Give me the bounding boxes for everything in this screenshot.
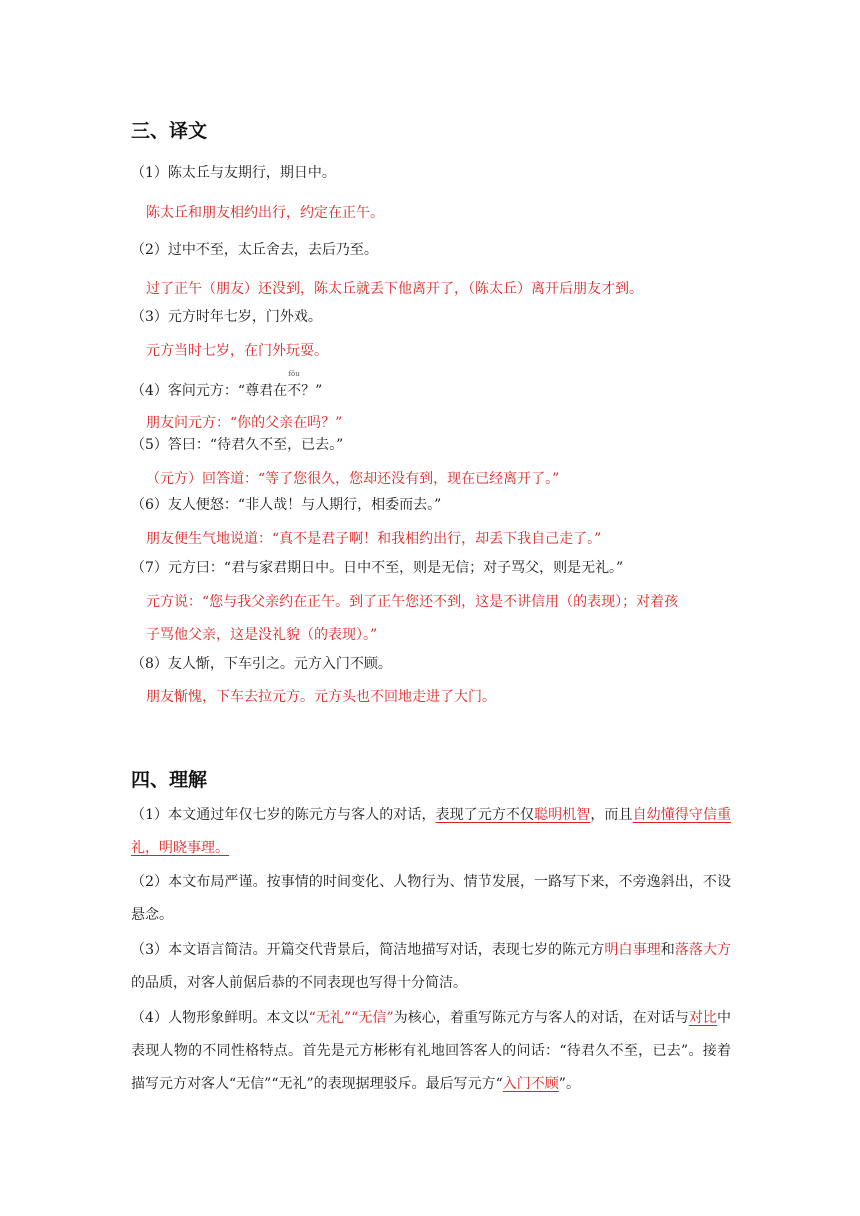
p4-highlight-f: 入门不顾	[502, 1076, 559, 1092]
section-3-title: 三、译文	[131, 120, 208, 142]
translation-line-5: （元方）回答道：“等了您很久，您却还没有到，现在已经离开了。”	[146, 471, 560, 487]
translation-line-2: 过了正午（朋友）还没到，陈太丘就丢下他离开了，（陈太丘）离开后朋友才到。	[146, 281, 643, 297]
translation-line-4: 朋友问元方：“你的父亲在吗？”	[146, 415, 343, 431]
source-line-3: （3）元方时年七岁，门外戏。	[131, 309, 322, 325]
p3-text-a: （3）本文语言简洁。开篇交代背景后，简洁地描写对话，表现七岁的陈元方	[131, 942, 605, 958]
source-line-6: （6）友人便怒：“非人哉！与人期行，相委而去。”	[131, 497, 442, 513]
understanding-paragraph-3	[131, 934, 731, 1000]
source-line-1: （1）陈太丘与友期行，期日中。	[131, 165, 336, 181]
p3-text-e: 的品质，对客人前倨后恭的不同表现也写得十分简洁。	[131, 975, 467, 991]
p4-text-e: 中表现人物的不同性格特点。首先是元方彬彬有礼地回答客人的问话：“待君久不至，已去”。接着描写元方对客人“无信”“无礼”的表现据理驳斥。最后写元方“	[131, 1010, 731, 1092]
translation-line-3: 元方当时七岁，在门外玩耍。	[146, 343, 328, 359]
p3-text-c: 和	[660, 942, 675, 958]
p1-highlight-e: 自幼懂得守信重礼，明晓事理。	[131, 807, 732, 856]
understanding-paragraph-2: （2）本文布局严谨。按事情的时间变化、人物行为、情节发展，一路写下来，不旁逸斜出，不设悬念。	[131, 874, 731, 923]
p4-text-a: （4）人物形象鲜明。本文以	[131, 1010, 309, 1026]
translation-line-6: 朋友便生气地说道：“真不是君子啊！和我相约出行，却丢下我自己走了。”	[146, 531, 602, 547]
section-4-title: 四、理解	[131, 769, 208, 791]
p3-highlight-d: 落落大方	[674, 942, 732, 958]
source-line-8: （8）友人惭，下车引之。元方入门不顾。	[131, 656, 392, 672]
source-line-5: （5）答曰：“待君久不至，已去。”	[131, 437, 344, 453]
source-line-7: （7）元方曰：“君与家君期日中。日中不至，则是无信；对子骂父，则是无礼。”	[131, 560, 624, 576]
p1-text-a: （1）本文通过年仅七岁的陈元方与客人的对话，	[131, 807, 436, 823]
p1-highlight-c: 聪明机智	[534, 807, 591, 823]
ruby-pinyin: fǒu	[288, 370, 300, 378]
understanding-paragraph-4	[131, 1002, 731, 1101]
p4-text-c: 为核心，着重写陈元方与客人的对话，在对话与	[393, 1010, 689, 1026]
understanding-paragraph-1	[131, 799, 731, 865]
source-line-2: （2）过中不至，太丘舍去，去后乃至。	[131, 242, 378, 258]
translation-line-1: 陈太丘和朋友相约出行，约定在正午。	[146, 205, 384, 221]
p1-underlined-b: 表现了元方不仅	[435, 807, 535, 823]
translation-line-8: 朋友惭愧，下车去拉元方。元方头也不回地走进了大门。	[146, 689, 496, 705]
ruby-base: 不	[287, 383, 302, 399]
translation-line-7a: 元方说：“您与我父亲约在正午。到了正午您还不到，这是不讲信用（的表现）；对着孩	[146, 594, 679, 610]
source-line-4-pre: （4）客问元方：“尊君在	[131, 383, 288, 399]
p4-highlight-b: “无礼”“无信”	[308, 1010, 394, 1026]
source-line-4-post: ？”	[301, 383, 323, 399]
p4-text-g: ”。	[558, 1076, 580, 1092]
p1-text-d: ，而且	[590, 807, 633, 823]
translation-line-7b: 子骂他父亲，这是没礼貌（的表现）。”	[146, 627, 378, 643]
p3-highlight-b: 明白事理	[604, 942, 661, 958]
ruby-fou	[287, 370, 302, 400]
source-line-4	[131, 370, 323, 400]
p4-highlight-d: 对比	[688, 1010, 717, 1026]
